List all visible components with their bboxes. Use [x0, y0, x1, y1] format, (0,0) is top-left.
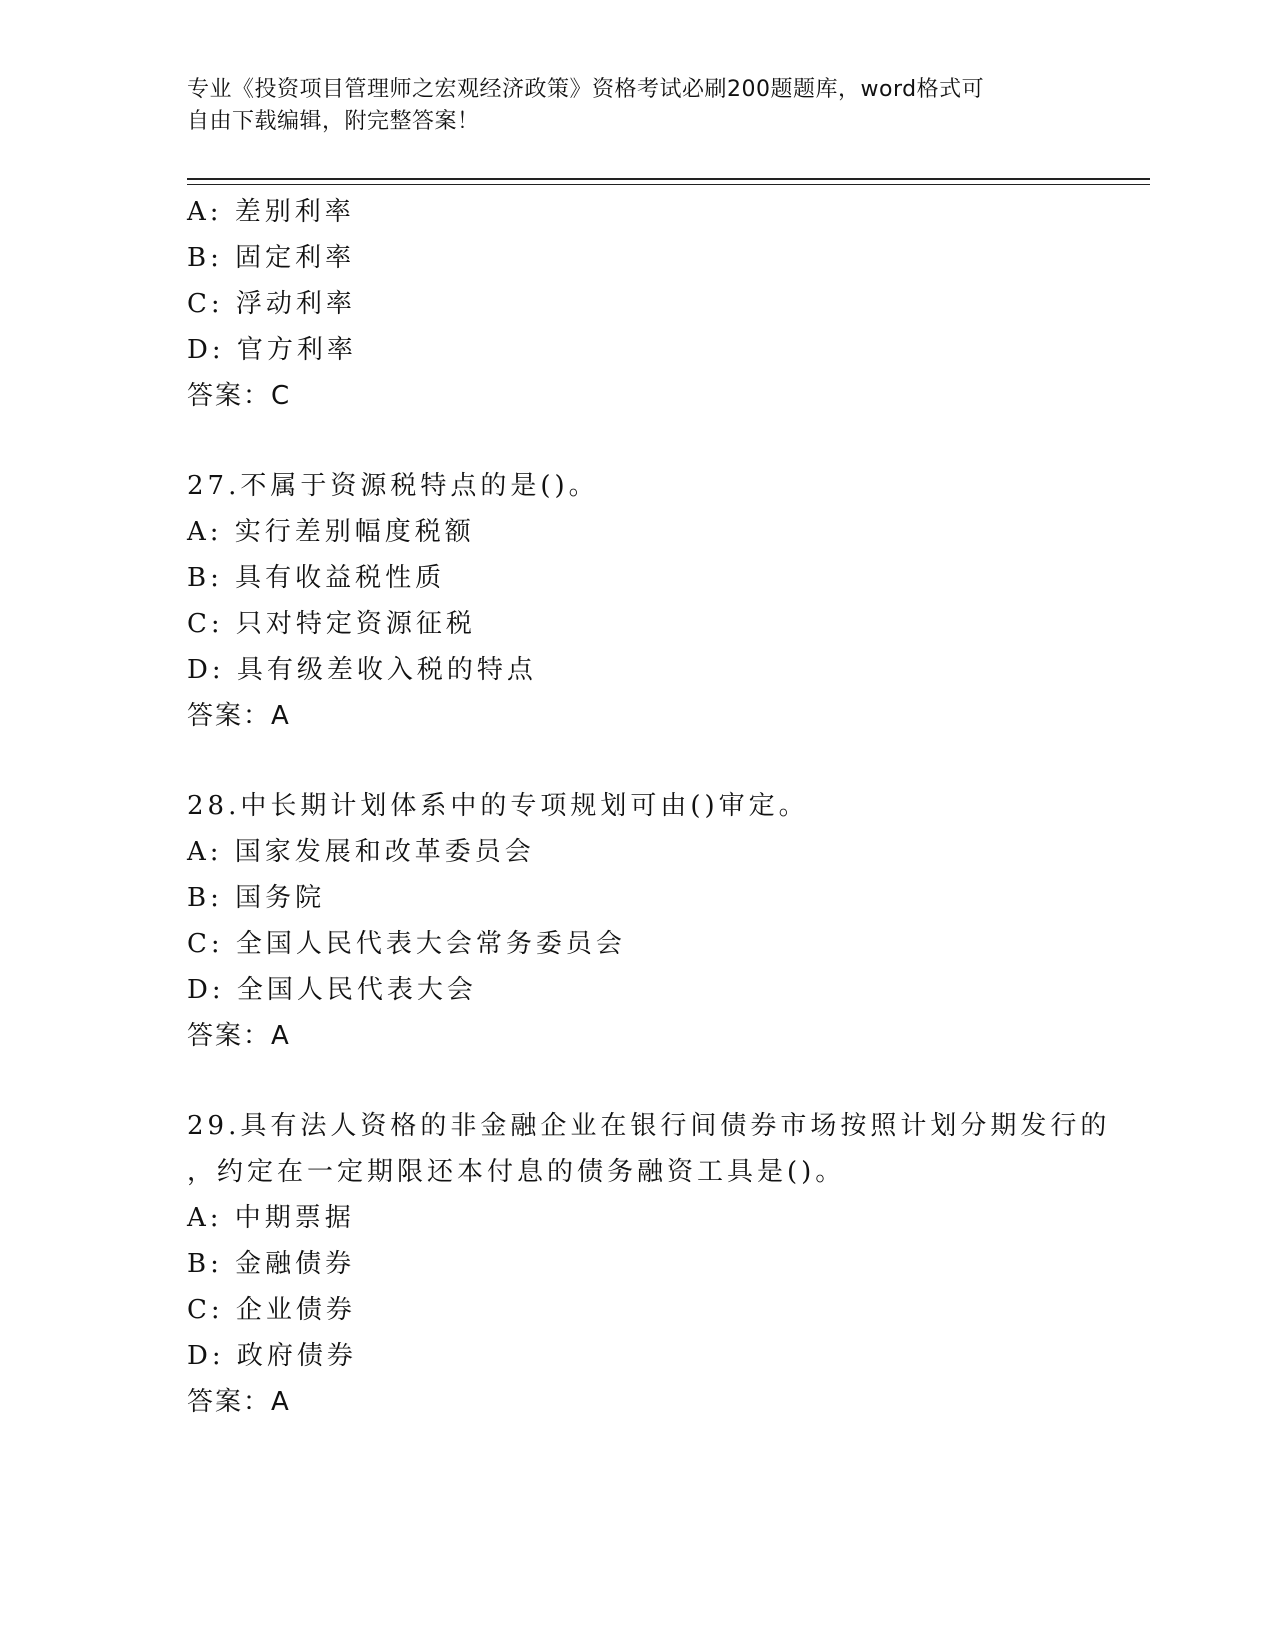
option-b: B: 国务院 [187, 883, 326, 913]
document-header [187, 74, 1067, 138]
answer: 答案：A [187, 1021, 291, 1051]
option-d: D: 官方利率 [187, 335, 357, 365]
question-28 [187, 783, 1147, 1059]
question-list [187, 189, 1147, 1425]
option-c: C: 企业债券 [187, 1295, 356, 1325]
option-c: C: 只对特定资源征税 [187, 609, 476, 639]
header-divider-thin [187, 184, 1150, 185]
answer: 答案：A [187, 701, 291, 731]
header-line-1: 专业《投资项目管理师之宏观经济政策》资格考试必刷200题题库，word格式可 [187, 77, 985, 102]
header-divider-thick [187, 178, 1150, 180]
option-d: D: 具有级差收入税的特点 [187, 655, 537, 685]
question-stem-line-1: 29.具有法人资格的非金融企业在银行间债券市场按照计划分期发行的 [187, 1111, 1111, 1141]
question-29 [187, 1103, 1147, 1425]
option-d: D: 全国人民代表大会 [187, 975, 477, 1005]
spacer [187, 419, 1147, 463]
option-a: A: 国家发展和改革委员会 [187, 837, 535, 867]
option-d: D: 政府债券 [187, 1341, 357, 1371]
question-stem: 28.中长期计划体系中的专项规划可由()审定。 [187, 791, 809, 821]
spacer [187, 1059, 1147, 1103]
question-stem-line-2: ，约定在一定期限还本付息的债务融资工具是()。 [187, 1157, 846, 1187]
option-b: B: 固定利率 [187, 243, 356, 273]
option-a: A: 差别利率 [187, 197, 355, 227]
option-a: A: 实行差别幅度税额 [187, 517, 475, 547]
option-c: C: 全国人民代表大会常务委员会 [187, 929, 626, 959]
answer: 答案：A [187, 1387, 291, 1417]
question-26-continued [187, 189, 1147, 419]
option-b: B: 具有收益税性质 [187, 563, 446, 593]
option-c: C: 浮动利率 [187, 289, 356, 319]
answer: 答案：C [187, 381, 292, 411]
option-b: B: 金融债券 [187, 1249, 356, 1279]
option-a: A: 中期票据 [187, 1203, 355, 1233]
header-line-2: 自由下载编辑，附完整答案！ [187, 109, 480, 134]
question-stem: 27.不属于资源税特点的是()。 [187, 471, 599, 501]
spacer [187, 739, 1147, 783]
question-27 [187, 463, 1147, 739]
